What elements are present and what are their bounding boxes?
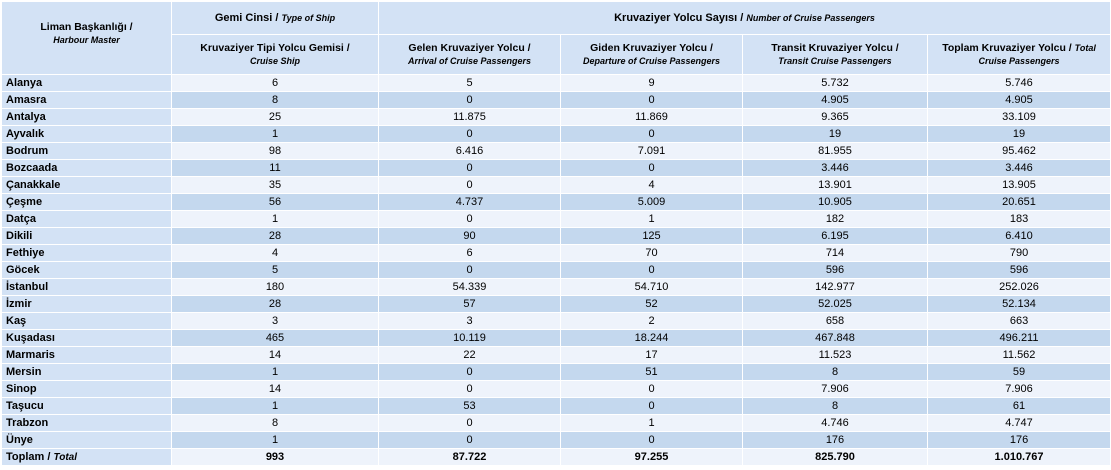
- ships-cell: 98: [172, 143, 379, 160]
- departure-cell: 7.091: [561, 143, 743, 160]
- column-header-departure: [561, 35, 743, 75]
- transit-cell: 81.955: [743, 143, 928, 160]
- ship-type-header-tr: Gemi Cinsi /: [214, 11, 282, 24]
- port-name-cell: Taşucu: [2, 398, 172, 415]
- port-header-tr: Liman Başkanlığı /: [40, 21, 133, 33]
- total-cell: 4.747: [928, 415, 1111, 432]
- port-name-cell: Çeşme: [2, 194, 172, 211]
- column-header-tr: Transit Kruvaziyer Yolcu /: [771, 41, 899, 54]
- departure-cell: 0: [561, 381, 743, 398]
- departure-cell: 2: [561, 313, 743, 330]
- ships-cell: 465: [172, 330, 379, 347]
- total-cell: 596: [928, 262, 1111, 279]
- arrival-cell: 57: [379, 296, 561, 313]
- column-header-en: Arrival of Cruise Passengers: [407, 55, 532, 66]
- port-column-header: [2, 2, 172, 75]
- table-row: [2, 347, 1111, 364]
- total-cell: 59: [928, 364, 1111, 381]
- ships-cell: 14: [172, 381, 379, 398]
- table-row: [2, 245, 1111, 262]
- column-header-tr: Kruvaziyer Tipi Yolcu Gemisi /: [200, 41, 350, 54]
- port-name-cell: Amasra: [2, 92, 172, 109]
- total-row: [2, 449, 1111, 466]
- column-header-transit: [743, 35, 928, 75]
- total-cell: 5.746: [928, 75, 1111, 92]
- arrival-cell: 5: [379, 75, 561, 92]
- port-name-cell: Antalya: [2, 109, 172, 126]
- column-header-en: Departure of Cruise Passengers: [582, 55, 721, 66]
- port-name-cell: Kaş: [2, 313, 172, 330]
- column-header-ships: [172, 35, 379, 75]
- transit-cell: 176: [743, 432, 928, 449]
- total-cell: 61: [928, 398, 1111, 415]
- table-row: [2, 364, 1111, 381]
- arrival-cell: 6.416: [379, 143, 561, 160]
- arrival-cell: 0: [379, 177, 561, 194]
- ships-cell: 1: [172, 211, 379, 228]
- departure-cell: 54.710: [561, 279, 743, 296]
- total-cell: 176: [928, 432, 1111, 449]
- port-name-cell: Marmaris: [2, 347, 172, 364]
- total-label-tr: Toplam /: [6, 450, 54, 463]
- departure-cell: 0: [561, 160, 743, 177]
- total-cell: 252.026: [928, 279, 1111, 296]
- ships-cell: 1: [172, 398, 379, 415]
- total-cell: 790: [928, 245, 1111, 262]
- port-name-cell: Dikili: [2, 228, 172, 245]
- transit-cell: 182: [743, 211, 928, 228]
- port-name-cell: Sinop: [2, 381, 172, 398]
- table-row: [2, 330, 1111, 347]
- total-transit: 825.790: [743, 449, 928, 466]
- arrival-cell: 0: [379, 160, 561, 177]
- arrival-cell: 10.119: [379, 330, 561, 347]
- ships-cell: 11: [172, 160, 379, 177]
- table-body: [2, 75, 1111, 449]
- total-cell: 3.446: [928, 160, 1111, 177]
- ships-cell: 14: [172, 347, 379, 364]
- departure-cell: 0: [561, 398, 743, 415]
- transit-cell: 714: [743, 245, 928, 262]
- table-row: [2, 75, 1111, 92]
- total-cell: 183: [928, 211, 1111, 228]
- departure-cell: 70: [561, 245, 743, 262]
- table-row: [2, 432, 1111, 449]
- passengers-header-en: Number of Cruise Passengers: [746, 12, 875, 23]
- port-name-cell: Ayvalık: [2, 126, 172, 143]
- total-label: [2, 449, 172, 466]
- departure-cell: 0: [561, 92, 743, 109]
- arrival-cell: 3: [379, 313, 561, 330]
- table-row: [2, 109, 1111, 126]
- column-header-total: [928, 35, 1111, 75]
- transit-cell: 10.905: [743, 194, 928, 211]
- table-row: [2, 143, 1111, 160]
- transit-cell: 13.901: [743, 177, 928, 194]
- total-cell: 663: [928, 313, 1111, 330]
- transit-cell: 4.746: [743, 415, 928, 432]
- port-name-cell: İstanbul: [2, 279, 172, 296]
- table-row: [2, 177, 1111, 194]
- total-ships: 993: [172, 449, 379, 466]
- transit-cell: 11.523: [743, 347, 928, 364]
- ships-cell: 1: [172, 364, 379, 381]
- transit-cell: 9.365: [743, 109, 928, 126]
- port-name-cell: Ünye: [2, 432, 172, 449]
- column-header-tr: Gelen Kruvaziyer Yolcu /: [408, 41, 531, 54]
- total-cell: 33.109: [928, 109, 1111, 126]
- total-cell: 7.906: [928, 381, 1111, 398]
- port-name-cell: Bodrum: [2, 143, 172, 160]
- arrival-cell: 0: [379, 92, 561, 109]
- ships-cell: 28: [172, 228, 379, 245]
- column-header-tr: Toplam Kruvaziyer Yolcu /: [942, 41, 1072, 54]
- arrival-cell: 0: [379, 364, 561, 381]
- table-row: [2, 126, 1111, 143]
- ships-cell: 56: [172, 194, 379, 211]
- ship-type-header: [172, 2, 379, 35]
- transit-cell: 142.977: [743, 279, 928, 296]
- arrival-cell: 11.875: [379, 109, 561, 126]
- column-header-en2: Cruise Passengers: [978, 55, 1060, 66]
- transit-cell: 3.446: [743, 160, 928, 177]
- table-row: [2, 92, 1111, 109]
- ships-cell: 5: [172, 262, 379, 279]
- column-header-en: Total: [1074, 42, 1096, 53]
- header-row-1: [2, 2, 1111, 35]
- table-row: [2, 296, 1111, 313]
- transit-cell: 8: [743, 398, 928, 415]
- total-cell: 95.462: [928, 143, 1111, 160]
- transit-cell: 52.025: [743, 296, 928, 313]
- transit-cell: 5.732: [743, 75, 928, 92]
- departure-cell: 9: [561, 75, 743, 92]
- total-label-en: Total: [53, 451, 77, 463]
- departure-cell: 1: [561, 211, 743, 228]
- port-name-cell: Kuşadası: [2, 330, 172, 347]
- arrival-cell: 54.339: [379, 279, 561, 296]
- table-row: [2, 313, 1111, 330]
- ship-type-header-en: Type of Ship: [281, 12, 336, 23]
- departure-cell: 11.869: [561, 109, 743, 126]
- table-row: [2, 194, 1111, 211]
- total-cell: 19: [928, 126, 1111, 143]
- arrival-cell: 0: [379, 211, 561, 228]
- arrival-cell: 22: [379, 347, 561, 364]
- ships-cell: 1: [172, 126, 379, 143]
- table-row: [2, 398, 1111, 415]
- ships-cell: 4: [172, 245, 379, 262]
- departure-cell: 0: [561, 262, 743, 279]
- ships-cell: 35: [172, 177, 379, 194]
- departure-cell: 1: [561, 415, 743, 432]
- column-header-en: Cruise Ship: [249, 55, 300, 66]
- transit-cell: 6.195: [743, 228, 928, 245]
- arrival-cell: 0: [379, 381, 561, 398]
- departure-cell: 0: [561, 126, 743, 143]
- arrival-cell: 4.737: [379, 194, 561, 211]
- departure-cell: 51: [561, 364, 743, 381]
- passengers-header: [379, 2, 1111, 35]
- departure-cell: 5.009: [561, 194, 743, 211]
- arrival-cell: 0: [379, 126, 561, 143]
- transit-cell: 467.848: [743, 330, 928, 347]
- arrival-cell: 0: [379, 415, 561, 432]
- total-cell: 20.651: [928, 194, 1111, 211]
- arrival-cell: 0: [379, 262, 561, 279]
- transit-cell: 596: [743, 262, 928, 279]
- port-name-cell: Trabzon: [2, 415, 172, 432]
- departure-cell: 17: [561, 347, 743, 364]
- ships-cell: 8: [172, 92, 379, 109]
- column-header-en: Transit Cruise Passengers: [778, 55, 892, 66]
- ships-cell: 25: [172, 109, 379, 126]
- total-cell: 52.134: [928, 296, 1111, 313]
- ships-cell: 6: [172, 75, 379, 92]
- passengers-header-tr: Kruvaziyer Yolcu Sayısı /: [614, 11, 747, 24]
- ships-cell: 180: [172, 279, 379, 296]
- total-cell: 13.905: [928, 177, 1111, 194]
- total-total: 1.010.767: [928, 449, 1111, 466]
- total-cell: 6.410: [928, 228, 1111, 245]
- total-cell: 11.562: [928, 347, 1111, 364]
- cruise-passenger-table: [1, 1, 1111, 466]
- departure-cell: 52: [561, 296, 743, 313]
- port-name-cell: Datça: [2, 211, 172, 228]
- table-row: [2, 160, 1111, 177]
- ships-cell: 28: [172, 296, 379, 313]
- port-name-cell: Çanakkale: [2, 177, 172, 194]
- column-header-tr: Giden Kruvaziyer Yolcu /: [590, 41, 713, 54]
- ships-cell: 8: [172, 415, 379, 432]
- transit-cell: 4.905: [743, 92, 928, 109]
- arrival-cell: 53: [379, 398, 561, 415]
- total-arrival: 87.722: [379, 449, 561, 466]
- total-cell: 496.211: [928, 330, 1111, 347]
- table-row: [2, 415, 1111, 432]
- ships-cell: 1: [172, 432, 379, 449]
- table-row: [2, 211, 1111, 228]
- arrival-cell: 90: [379, 228, 561, 245]
- port-header-en: Harbour Master: [53, 35, 120, 45]
- port-name-cell: Göcek: [2, 262, 172, 279]
- departure-cell: 4: [561, 177, 743, 194]
- table-row: [2, 381, 1111, 398]
- departure-cell: 0: [561, 432, 743, 449]
- transit-cell: 7.906: [743, 381, 928, 398]
- ships-cell: 3: [172, 313, 379, 330]
- total-departure: 97.255: [561, 449, 743, 466]
- port-name-cell: İzmir: [2, 296, 172, 313]
- table-row: [2, 279, 1111, 296]
- column-header-arrival: [379, 35, 561, 75]
- arrival-cell: 0: [379, 432, 561, 449]
- departure-cell: 18.244: [561, 330, 743, 347]
- transit-cell: 658: [743, 313, 928, 330]
- transit-cell: 8: [743, 364, 928, 381]
- transit-cell: 19: [743, 126, 928, 143]
- departure-cell: 125: [561, 228, 743, 245]
- port-name-cell: Alanya: [2, 75, 172, 92]
- port-name-cell: Fethiye: [2, 245, 172, 262]
- port-name-cell: Bozcaada: [2, 160, 172, 177]
- arrival-cell: 6: [379, 245, 561, 262]
- table-row: [2, 262, 1111, 279]
- table-row: [2, 228, 1111, 245]
- total-cell: 4.905: [928, 92, 1111, 109]
- port-name-cell: Mersin: [2, 364, 172, 381]
